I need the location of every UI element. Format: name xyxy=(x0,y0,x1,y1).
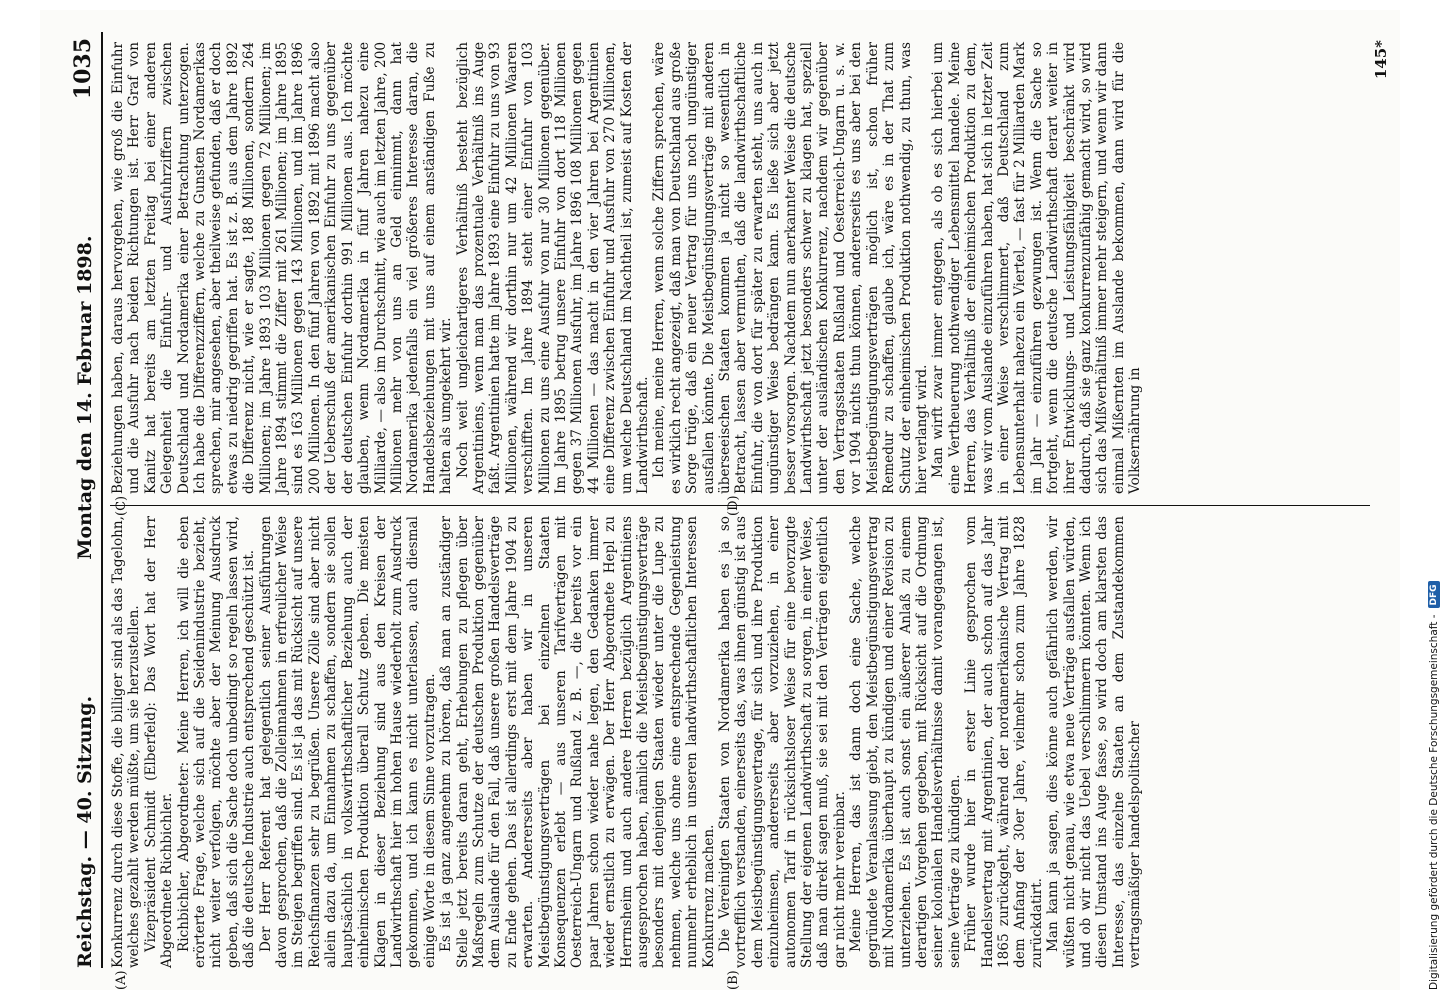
header-left: Reichstag. — 40. Sitzung. xyxy=(74,695,96,968)
stamp-text-row xyxy=(1428,0,1440,990)
page-signature: 145* xyxy=(1372,40,1390,80)
paragraph: Es ist ja ganz angenehm zu hören, daß man an zuständiger Stelle jetzt bereits daran geht, Erhebungen zu pflegen über Maßregeln zum Schutze der deutschen Produktion gegenüber dem Auslande für den Fall, daß unsere großen Handelsverträge zu Ende gehen. Das ist allerdings erst mit dem Jahre 1904 zu erwarten. Andererseits aber haben wir in unseren Meistbegünstigungsverträgen bei einzelnen Staaten Konsequenzen erlebt — aus unseren Tarifverträgen mit Oesterreich-Ungarn und Rußland z. B. —, die bereits vor ein paar Jahren schon wieder nahe legen, den Gedanken immer wieder ernstlich zu erwägen. Der Herr Abgeordnete Hepl zu Herrnsheim und auch andere Herren bezüglich Argentiniens ausgesprochen haben, nämlich die Meistbegünstigungsverträge besonders mit denjenigen Staaten wieder unter die Lupe zu nehmen, welche uns ohne eine entsprechende Gegenleistung nunmehr erheblich in unseren landwirthschaftlichen Interessen Konkurrenz machen. xyxy=(438,516,717,968)
margin-marker-c: (C) xyxy=(114,495,129,516)
paragraph: Beziehungen haben, daraus hervorgehen, wie groß die Einfuhr und die Ausfuhr nach beiden Richtungen ist. Herr Graf von Kanitz hat bereits am letzten Freitag bei einer anderen Gelegenheit die Einfuhr- und Ausfuhrziffern zwischen Deutschland und Nordamerika einer Betrachtung unterzogen. Ich habe die Differenzziffern, welche zu Gunsten Nordamerikas sprechen, mir angesehen, aber theilweise gefunden, daß er doch etwas zu niedrig gegriffen hat. Es ist z. B. aus dem Jahre 1892 die Differenz nicht, wie er sagte, 188 Millionen, sondern 264 Millionen; im Jahre 1893 103 Millionen gegen 72 Millionen; im Jahre 1894 stimmt die Ziffer mit 261 Millionen; im Jahre 1895 sind es 163 Millionen gegen 143 Millionen, und im Jahre 1896 200 Millionen. In den fünf Jahren von 1892 mit 1896 macht also der Ueberschuß der amerikanischen Einfuhr zu uns gegenüber der deutschen Einfuhr dorthin 991 Millionen aus. Ich möchte glauben, wenn Nordamerika in fünf Jahren nahezu eine Milliarde, — also im Durchschnitt, wie auch im letzten Jahre, 200 Millionen mehr von uns an Geld einnimmt, dann hat Nordamerika jedenfalls ein viel größeres Interesse daran, die Handelsbeziehungen mit uns auf einem anständigen Fuße zu halten als umgekehrt wir. xyxy=(110,42,455,494)
paragraph: Man kann ja sagen, dies könne auch gefährlich werden, wir wüßten nicht genau, wie etwa neue Verträge ausfallen würden, und ob wir nicht das Uebel verschlimmern könnten. Wenn ich diesen Umstand ins Auge fasse, so wird doch am klarsten das Interesse, das einzelne Staaten an dem Zustandekommen vertragsmäßiger handelspolitischer xyxy=(1045,516,1144,968)
column-divider xyxy=(110,505,1370,506)
paragraph: Die Vereinigten Staaten von Nordamerika haben es ja so vortrefflich verstanden, einerseits das, was ihnen günstig ist aus dem Meistbegünstigungsvertrage, für sich und ihre Produktion einzuheimsen, andererseits aber vorzuziehen, in einer autonomen Tarif in rücksichtsloser Weise für eine bevorzugte Stellung der eigenen Landwirthschaft zu sorgen, in einer Weise, daß man direkt sagen muß, sie sei mit den Verträgen eigentlich gar nicht mehr vereinbar. xyxy=(717,516,848,968)
rotated-page-content xyxy=(40,10,1400,990)
paragraph: Ich meine, meine Herren, wenn solche Ziffern sprechen, wäre es wirklich recht angezeigt, daß man von Deutschland aus große Sorge trüge, daß ein neuer Vertrag für uns noch ungünstiger ausfallen könnte. Die Meistbegünstigungsverträge mit anderen überseeischen Staaten kommen ja nicht so wesentlich in Betracht, lassen aber vermuthen, daß die landwirthschaftliche Einfuhr, die von dort für später zu erwarten steht, uns auch in ungünstiger Weise bedrängen kann. Es ließe sich aber jetzt besser vorsorgen. Nachdem nun anerkannter Weise die deutsche Landwirthschaft jetzt besonders schwer zu klagen hat, speziell unter der ausländischen Konkurrenz, nachdem wir gegenüber den Vertragsstaaten Rußland und Oesterreich-Ungarn u. s. w. vor 1904 nichts thun können, andererseits es uns aber bei den Meistbegünstigungsverträgen möglich ist, schon früher Remedur zu schaffen, glaube ich, wäre es in der That zum Schutz der einheimischen Produktion nothwendig, zu thun, was hier verlangt wird. xyxy=(651,42,930,494)
margin-marker-a: (A) xyxy=(114,970,129,990)
paragraph: Konkurrenz durch diese Stoffe, die billiger sind als das Tagelohn, welches gezahlt werden müßte, um sie herzustellen. xyxy=(110,516,143,968)
right-column xyxy=(110,42,1370,494)
paragraph: Richbichler, Abgeordneter: Meine Herren, ich will die eben erörterte Frage, welche sich auf die Seidenindustrie bezieht, nicht weiter verfolgen, möchte aber der Meinung Ausdruck geben, daß sich die Sache doch unbedingt so regeln lassen wird, daß die deutsche Industrie auch entsprechend geschützt ist. xyxy=(175,516,258,968)
paragraph: Früher wurde hier in erster Linie gesprochen vom Handelsvertrag mit Argentinien, der auch schon auf das Jahr 1865 zurückgeht, während der nordamerikanische Vertrag mit dem Anfang der 30er Jahre, vielmehr schon zum Jahre 1828 zurückdatirt. xyxy=(963,516,1045,968)
scanned-page xyxy=(40,10,1400,990)
margin-marker-d: (D) xyxy=(726,495,741,516)
paragraph: Noch weit ungleichartigeres Verhältniß besteht bezüglich Argentiniens, wenn man das prozentuale Verhältniß ins Auge faßt. Argentinien hatte im Jahre 1893 eine Einfuhr zu uns von 93 Millionen, während wir dorthin nur um 42 Millionen Waaren verschifften. Im Jahre 1894 steht einer Einfuhr von 103 Millionen zu uns eine Ausfuhr von nur 30 Millionen gegenüber. Im Jahre 1895 betrug unsere Einfuhr von dort 118 Millionen gegen 37 Millionen Ausfuhr, im Jahre 1896 108 Millionen gegen 44 Millionen — das macht in den vier Jahren bei Argentinien eine Differenz zwischen Einfuhr und Ausfuhr von 270 Millionen, um welche Deutschland im Nachtheil ist, zumeist auf Kosten der Landwirthschaft. xyxy=(454,42,651,494)
left-column xyxy=(110,516,1370,968)
paragraph: Man wirft zwar immer entgegen, als ob es sich hierbei um eine Vertheuerung nothwendiger Lebensmittel handele. Meine Herren, das Verhältniß der einheimischen Produktion zu dem, was wir vom Auslande einzuführen haben, hat sich in letzter Zeit in einer Weise verschlimmert, daß Deutschland zum Lebensunterhalt nahezu ein Viertel, — fast für 2 Milliarden Mark im Jahr — einzuführen gezwungen ist. Wenn die Sache so fortgeht, wenn die deutsche Landwirthschaft derart weiter in ihrer Entwicklungs- und Leistungsfähigkeit beschränkt wird dadurch, daß sie ganz konkurrenzunfähig gemacht wird, so wird sich das Mißverhältniß immer mehr steigern, und wenn wir dann einmal Mißernten im Auslande bekommen, dann wird für die Volksernährung in xyxy=(930,42,1144,494)
paragraph: Vizepräsident Schmidt (Elberfeld): Das Wort hat der Herr Abgeordnete Richbichler. xyxy=(142,516,176,968)
paragraph: Der Herr Referent hat gelegentlich seiner Ausführungen davon gesprochen, daß die Zolleinnahmen in erfreulicher Weise im Steigen begriffen sind. Es ist ja das mit Rücksicht auf unsere Reichsfinanzen sehr zu begrüßen. Unsere Zölle sind aber nicht allein dazu da, um Einnahmen zu schaffen, sondern sie sollen hauptsächlich in volkswirthschaftlicher Beziehung auch der einheimischen Produktion überall Schutz geben. Die meisten Klagen in dieser Beziehung sind aus den Kreisen der Landwirthschaft hier im hohen Hause wiederholt zum Ausdruck gekommen, und ich kann es nicht unterlassen, auch diesmal einige Worte in diesem Sinne vorzutragen. xyxy=(257,516,438,968)
margin-marker-b: (B) xyxy=(726,970,741,990)
stamp-text: Digitalisierung gefördert durch die Deutsche Forschungsgemeinschaft - xyxy=(1428,614,1440,990)
paragraph: Meine Herren, das ist dann doch eine Sache, welche gegründete Veranlassung giebt, den Meistbegünstigungsvertrag mit Nordamerika überhaupt zu kündigen und einer Revision zu unterziehen. Es ist auch sonst ein äußerer Anlaß zu einem derartigen Vorgehen gegeben, mit Rücksicht auf die Ordnung seiner kolonialen Handelsverhältnisse damit vorangegangen ist, seine Verträge zu kündigen. xyxy=(848,516,963,968)
digitization-stamp xyxy=(1404,0,1440,1000)
page-header xyxy=(60,38,96,968)
dfg-logo: DFG xyxy=(1428,581,1440,608)
header-rule xyxy=(101,32,103,968)
page-number: 1035 xyxy=(70,38,96,100)
header-center: Montag den 14. Februar 1898. xyxy=(74,235,96,560)
